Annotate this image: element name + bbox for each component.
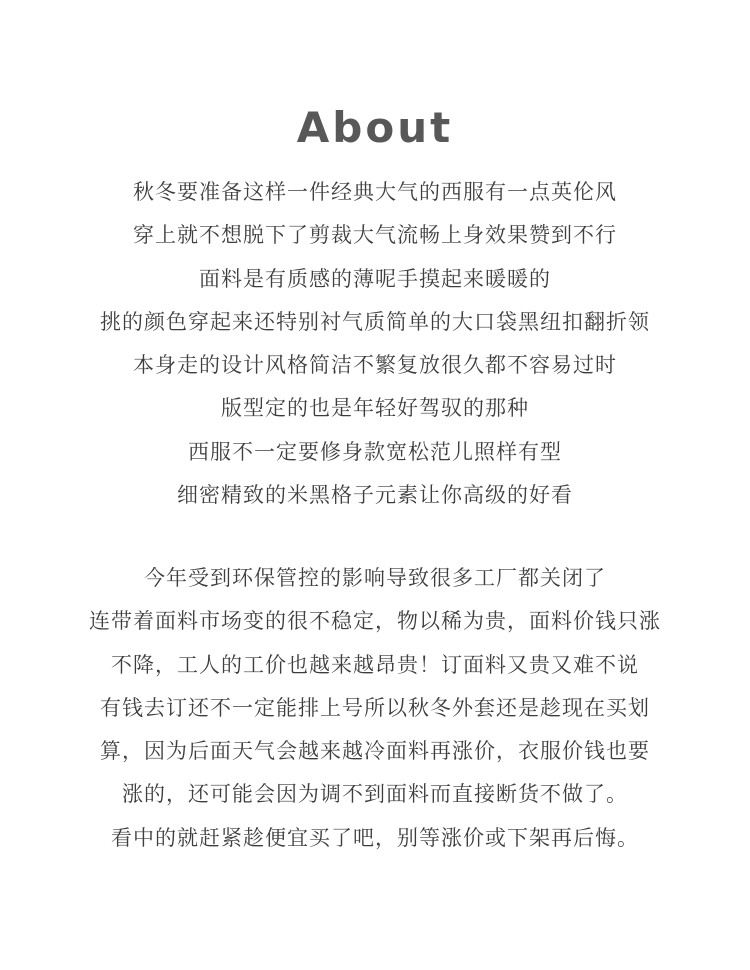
- description-line: 版型定的也是年轻好驾驭的那种: [221, 396, 529, 421]
- page-title: About: [296, 103, 454, 153]
- description-line: 本身走的设计风格简洁不繁复放很久都不容易过时: [133, 353, 617, 378]
- notice-line: 不降，工人的工价也越来越昂贵！订面料又贵又难不说: [111, 652, 639, 677]
- notice-line: 看中的就赶紧趁便宜买了吧，别等涨价或下架再后悔。: [111, 825, 639, 850]
- description-line: 西服不一定要修身款宽松范儿照样有型: [188, 439, 562, 464]
- description-line: 穿上就不想脱下了剪裁大气流畅上身效果赞到不行: [133, 223, 617, 248]
- description-line: 细密精致的米黑格子元素让你高级的好看: [177, 483, 573, 508]
- notice-line: 涨的，还可能会因为调不到面料而直接断货不做了。: [122, 782, 628, 807]
- notice-line: 有钱去订还不一定能排上号所以秋冬外套还是趁现在买划: [100, 695, 650, 720]
- notice-line: 连带着面料市场变的很不稳定，物以稀为贵，面料价钱只涨: [89, 609, 661, 634]
- notice-line: 算，因为后面天气会越来越冷面料再涨价，衣服价钱也要: [100, 739, 650, 764]
- price-notice-paragraph: [0, 557, 750, 860]
- notice-line: 今年受到环保管控的影响导致很多工厂都关闭了: [144, 566, 606, 590]
- description-line: 挑的颜色穿起来还特别衬气质简单的大口袋黑纽扣翻折领: [100, 309, 650, 334]
- description-line: 面料是有质感的薄呢手摸起来暖暖的: [199, 266, 551, 291]
- description-line: 秋冬要准备这样一件经典大气的西服有一点英伦风: [133, 180, 617, 204]
- product-description-paragraph: [0, 171, 750, 517]
